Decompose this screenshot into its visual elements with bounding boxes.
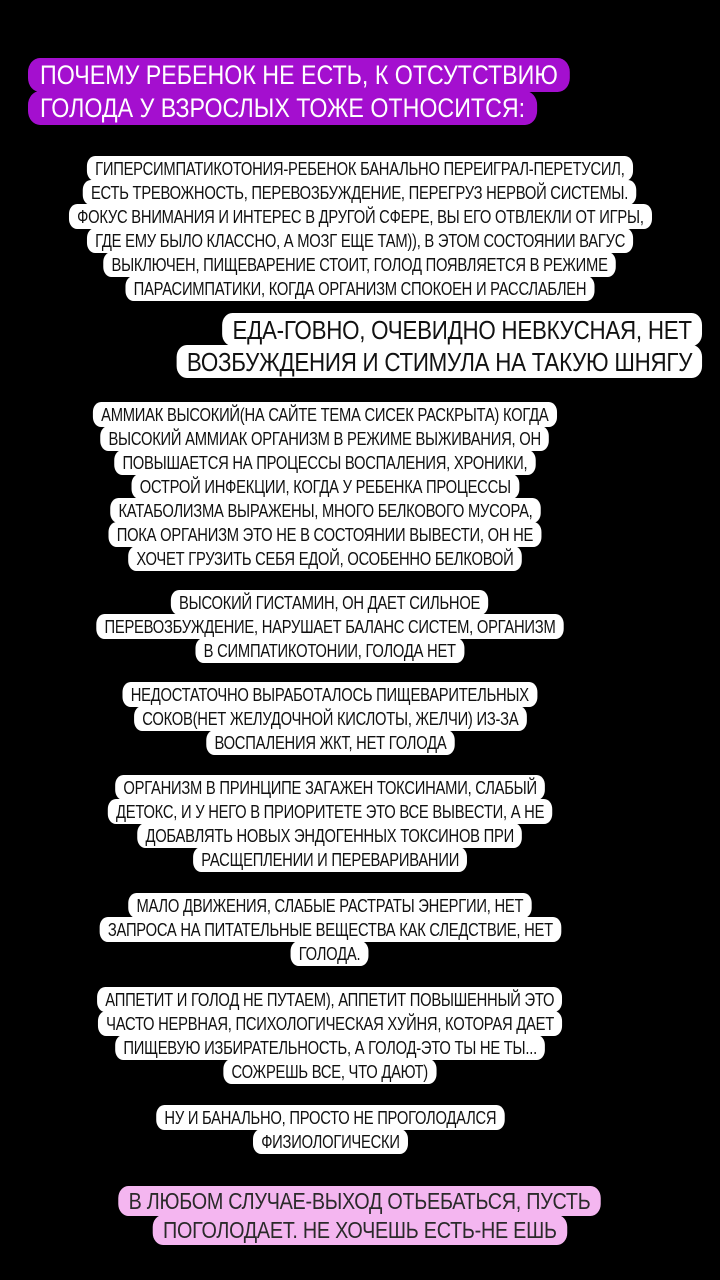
bubble-line: ПОКА ОРГАНИЗМ ЭТО НЕ В СОСТОЯНИИ ВЫВЕСТИ, ОН НЕ <box>109 522 542 547</box>
text-bubble-ammonia <box>0 402 650 571</box>
bubble-line: ДОБАВЛЯТЬ НОВЫХ ЭНДОГЕННЫХ ТОКСИНОВ ПРИ <box>138 823 523 848</box>
bubble-line: ГДЕ ЕМУ БЫЛО КЛАССНО, А МОЗГ ЕЩЕ ТАМ)), В ЭТОМ СОСТОЯНИИ ВАГУС <box>87 228 633 253</box>
bubble-line: ФИЗИОЛОГИЧЕСКИ <box>253 1129 408 1154</box>
text-bubble-not-hungry <box>0 1105 660 1154</box>
bubble-line: ОРГАНИЗМ В ПРИНЦИПЕ ЗАГАЖЕН ТОКСИНАМИ, СЛАБЫЙ <box>115 775 545 800</box>
text-bubble-hypersympathicotonia <box>0 156 720 301</box>
title-line: ГОЛОДА У ВЗРОСЛЫХ ТОЖЕ ОТНОСИТСЯ: <box>28 91 537 125</box>
bubble-line: ВЫКЛЮЧЕН, ПИЩЕВАРЕНИЕ СТОИТ, ГОЛОД ПОЯВЛЯЕТСЯ В РЕЖИМЕ <box>104 252 617 277</box>
text-bubble-appetite <box>0 987 660 1084</box>
title-bubble <box>28 58 658 125</box>
bubble-line: АППЕТИТ И ГОЛОД НЕ ПУТАЕМ), АППЕТИТ ПОВЫШЕННЫЙ ЭТО <box>97 987 562 1012</box>
bubble-line: МАЛО ДВИЖЕНИЯ, СЛАБЫЕ РАСТРАТЫ ЭНЕРГИИ, НЕТ <box>128 893 531 918</box>
bubble-line: СОЖРЕШЬ ВСЕ, ЧТО ДАЮТ) <box>224 1059 437 1084</box>
bubble-line: ОСТРОЙ ИНФЕКЦИИ, КОГДА У РЕБЕНКА ПРОЦЕССЫ <box>131 474 518 499</box>
bubble-line: ГИПЕРСИМПАТИКОТОНИЯ-РЕБЕНОК БАНАЛЬНО ПЕРЕИГРАЛ-ПЕРЕТУСИЛ, <box>87 156 633 181</box>
text-bubble-toxins <box>0 775 660 872</box>
bubble-line: ЕСТЬ ТРЕВОЖНОСТЬ, ПЕРЕВОЗБУЖДЕНИЕ, ПЕРЕГРУЗ НЕРВОЙ СИСТЕМЫ. <box>83 180 637 205</box>
bubble-line: РАСЩЕПЛЕНИИ И ПЕРЕВАРИВАНИИ <box>193 847 467 872</box>
bubble-line: В СИМПАТИКОТОНИИ, ГОЛОДА НЕТ <box>196 638 465 663</box>
bubble-line: ПИЩЕВУЮ ИЗБИРАТЕЛЬНОСТЬ, А ГОЛОД-ЭТО ТЫ НЕ ТЫ... <box>115 1035 545 1060</box>
text-bubble-low-movement <box>0 893 660 966</box>
bubble-line: ЗАПРОСА НА ПИТАТЕЛЬНЫЕ ВЕЩЕСТВА КАК СЛЕДСТВИЕ, НЕТ <box>99 917 560 942</box>
bubble-line: КАТАБОЛИЗМА ВЫРАЖЕНЫ, МНОГО БЕЛКОВОГО МУСОРА, <box>110 498 540 523</box>
bubble-line: ПАРАСИМПАТИКИ, КОГДА ОРГАНИЗМ СПОКОЕН И РАССЛАБЛЕН <box>125 276 594 301</box>
bubble-line: ЕДА-ГОВНО, ОЧЕВИДНО НЕВКУСНАЯ, НЕТ <box>222 313 702 346</box>
bubble-line: ЧАСТО НЕРВНАЯ, ПСИХОЛОГИЧЕСКАЯ ХУЙНЯ, КОТОРАЯ ДАЕТ <box>98 1011 562 1036</box>
title-line: ПОЧЕМУ РЕБЕНОК НЕ ЕСТЬ, К ОТСУТСТВИЮ <box>28 58 570 92</box>
text-bubble-food <box>91 313 702 378</box>
pink-conclusion-bubble <box>0 1186 720 1245</box>
bubble-line: АММИАК ВЫСОКИЙ(НА САЙТЕ ТЕМА СИСЕК РАСКРЫТА) КОГДА <box>93 402 557 427</box>
bubble-line: ХОЧЕТ ГРУЗИТЬ СЕБЯ ЕДОЙ, ОСОБЕННО БЕЛКОВОЙ <box>128 546 521 571</box>
bubble-line: СОКОВ(НЕТ ЖЕЛУДОЧНОЙ КИСЛОТЫ, ЖЕЛЧИ) ИЗ-ЗА <box>134 706 527 731</box>
bubble-line: ВОЗБУЖДЕНИЯ И СТИМУЛА НА ТАКУЮ ШНЯГУ <box>176 345 702 378</box>
text-bubble-histamine <box>0 590 660 663</box>
bubble-line: ПЕРЕВОЗБУЖДЕНИЕ, НАРУШАЕТ БАЛАНС СИСТЕМ, ОРГАНИЗМ <box>96 614 563 639</box>
bubble-line: ГОЛОДА. <box>291 941 369 966</box>
bubble-line: ВЫСОКИЙ ГИСТАМИН, ОН ДАЕТ СИЛЬНОЕ <box>171 590 489 615</box>
bubble-line: ФОКУС ВНИМАНИЯ И ИНТЕРЕС В ДРУГОЙ СФЕРЕ, ВЫ ЕГО ОТВЛЕКЛИ ОТ ИГРЫ, <box>69 204 652 229</box>
bubble-line: ВЫСОКИЙ АММИАК ОРГАНИЗМ В РЕЖИМЕ ВЫЖИВАНИЯ, ОН <box>101 426 550 451</box>
bubble-line: НЕДОСТАТОЧНО ВЫРАБОТАЛОСЬ ПИЩЕВАРИТЕЛЬНЫХ <box>123 682 538 707</box>
pink-line: В ЛЮБОМ СЛУЧАЕ-ВЫХОД ОТЬЕБАТЬСЯ, ПУСТЬ <box>119 1186 602 1216</box>
bubble-line: ВОСПАЛЕНИЯ ЖКТ, НЕТ ГОЛОДА <box>206 730 454 755</box>
text-bubble-digestive-juices <box>0 682 660 755</box>
pink-line: ПОГОЛОДАЕТ. НЕ ХОЧЕШЬ ЕСТЬ-НЕ ЕШЬ <box>153 1215 567 1245</box>
bubble-line: ПОВЫШАЕТСЯ НА ПРОЦЕССЫ ВОСПАЛЕНИЯ, ХРОНИКИ, <box>114 450 535 475</box>
bubble-line: НУ И БАНАЛЬНО, ПРОСТО НЕ ПРОГОЛОДАЛСЯ <box>156 1105 504 1130</box>
bubble-line: ДЕТОКС, И У НЕГО В ПРИОРИТЕТЕ ЭТО ВСЕ ВЫВЕСТИ, А НЕ <box>108 799 553 824</box>
